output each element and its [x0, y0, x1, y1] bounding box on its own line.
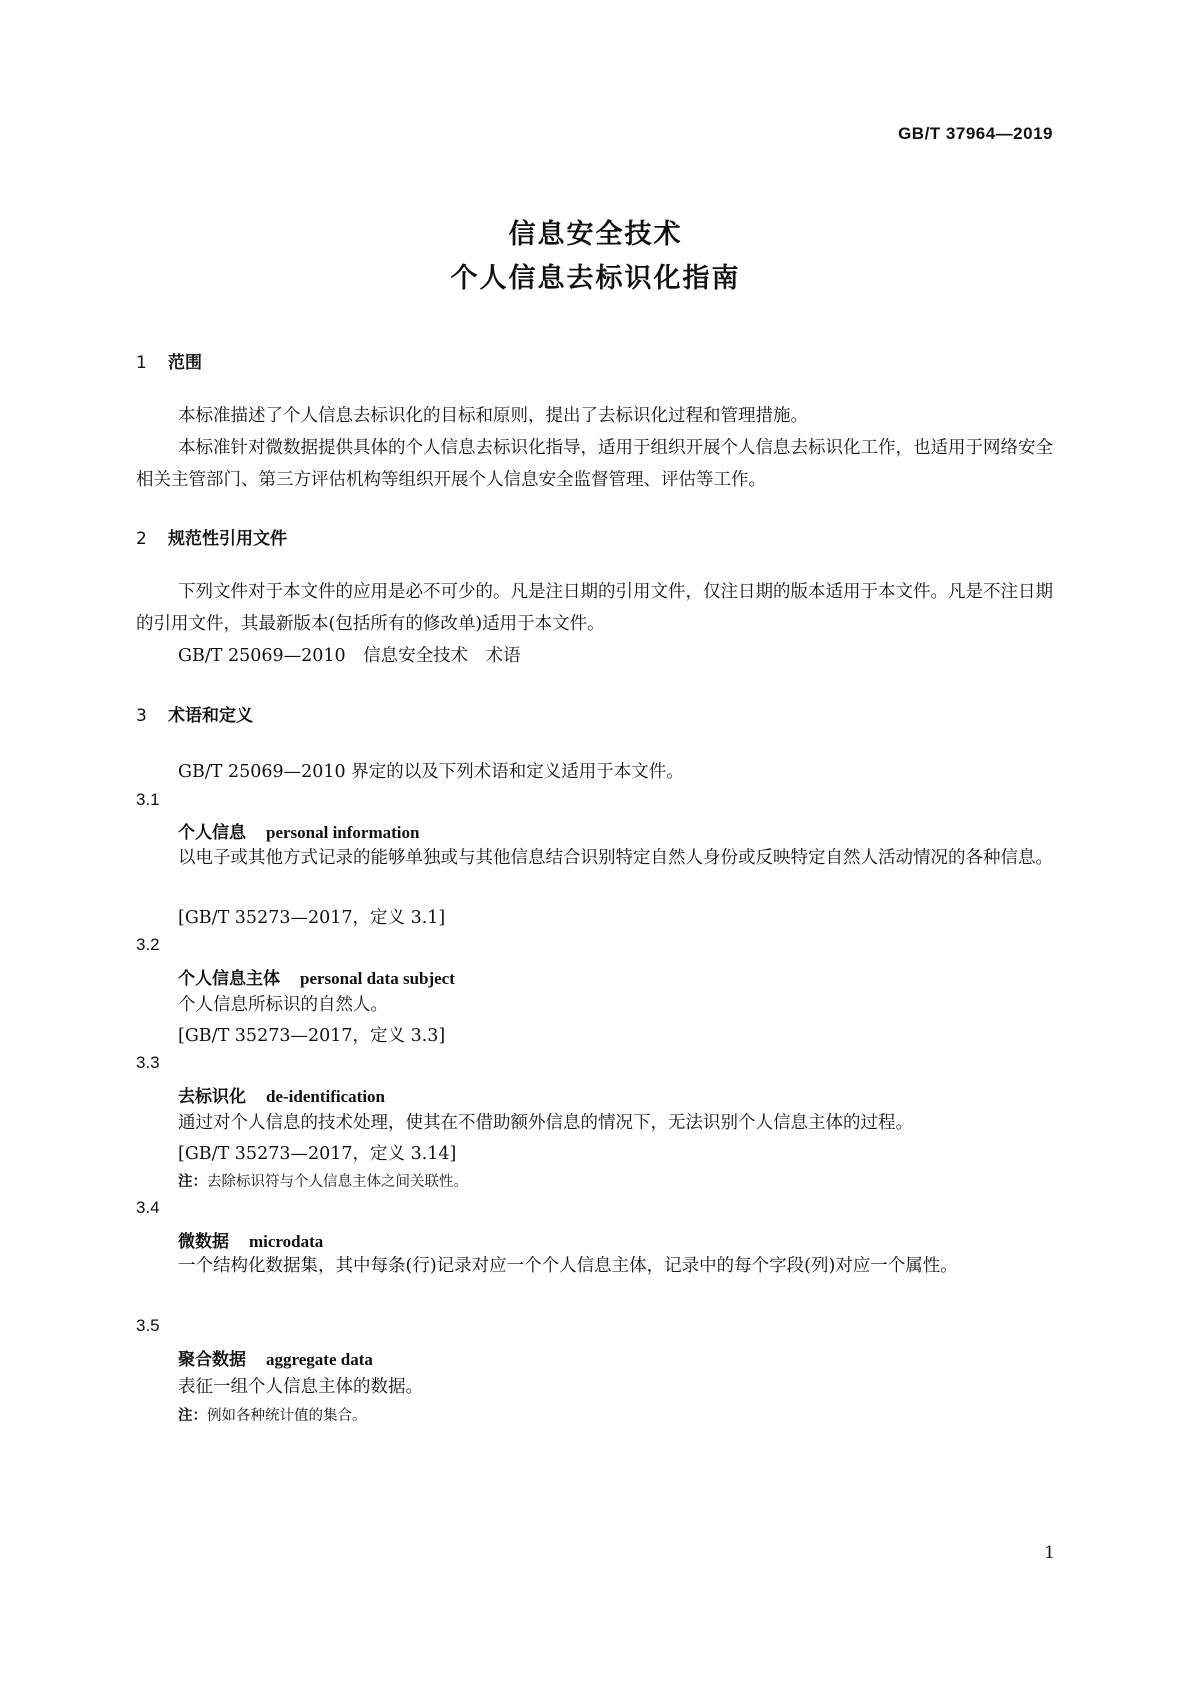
term-source: [GB/T 35273—2017，定义 3.1] — [178, 908, 446, 928]
normative-reference: GB/T 25069—2010 信息安全技术 术语 — [178, 646, 521, 666]
term-number: 3.2 — [136, 935, 160, 954]
term-number: 3.4 — [136, 1198, 160, 1217]
term-number: 3.3 — [136, 1053, 160, 1072]
title-line-2: 个人信息去标识化指南 — [450, 263, 741, 294]
term-zh: 聚合数据 — [178, 1350, 246, 1370]
section-number: 3 — [136, 706, 147, 726]
section-3-heading — [136, 701, 253, 726]
term-heading — [178, 818, 419, 843]
section-1-paragraph-2: 本标准针对微数据提供具体的个人信息去标识化指导，适用于组织开展个人信息去标识化工作，也适用于网络安全相关主管部门、第三方评估机构等组织开展个人信息安全监督管理、评估等工作。 — [136, 438, 1053, 490]
section-2-paragraph-1: 下列文件对于本文件的应用是必不可少的。凡是注日期的引用文件，仅注日期的版本适用于本文件。凡是不注日期的引用文件，其最新版本(包括所有的修改单)适用于本文件。 — [136, 582, 1053, 634]
term-definition: 表征一组个人信息主体的数据。 — [178, 1377, 423, 1397]
section-3-intro: GB/T 25069—2010 界定的以及下列术语和定义适用于本文件。 — [178, 762, 684, 782]
section-title: 规范性引用文件 — [168, 529, 287, 549]
term-number: 3.1 — [136, 790, 160, 809]
term-source: [GB/T 35273—2017，定义 3.14] — [178, 1144, 457, 1164]
section-number: 1 — [136, 353, 147, 373]
note-label: 注： — [178, 1174, 207, 1190]
term-en: aggregate data — [266, 1350, 373, 1369]
term-heading — [178, 964, 455, 989]
title-line-1: 信息安全技术 — [508, 219, 683, 250]
section-title: 范围 — [168, 353, 202, 373]
term-zh: 个人信息 — [178, 823, 246, 843]
term-definition: 个人信息所标识的自然人。 — [178, 995, 388, 1015]
term-number: 3.5 — [136, 1316, 160, 1335]
term-zh: 微数据 — [178, 1232, 229, 1252]
section-number: 2 — [136, 529, 147, 549]
term-note — [178, 1170, 468, 1191]
term-heading — [178, 1227, 323, 1252]
term-en: personal data subject — [300, 969, 455, 988]
term-definition: 一个结构化数据集，其中每条(行)记录对应一个个人信息主体，记录中的每个字段(列)对应一个属性。 — [178, 1256, 958, 1276]
section-2-heading — [136, 524, 287, 549]
standard-code: GB/T 37964—2019 — [898, 124, 1053, 143]
term-heading — [178, 1345, 373, 1370]
term-source: [GB/T 35273—2017，定义 3.3] — [178, 1026, 446, 1046]
term-zh: 去标识化 — [178, 1087, 246, 1107]
term-definition: 以电子或其他方式记录的能够单独或与其他信息结合识别特定自然人身份或反映特定自然人活动情况的各种信息。 — [178, 848, 1053, 868]
term-zh: 个人信息主体 — [178, 969, 280, 989]
note-label: 注： — [178, 1408, 207, 1424]
term-definition: 通过对个人信息的技术处理，使其在不借助额外信息的情况下，无法识别个人信息主体的过程。 — [178, 1113, 913, 1133]
term-note — [178, 1404, 367, 1425]
note-text: 例如各种统计值的集合。 — [207, 1408, 367, 1424]
term-en: de-identification — [266, 1087, 385, 1106]
section-1-paragraph-1: 本标准描述了个人信息去标识化的目标和原则，提出了去标识化过程和管理措施。 — [178, 406, 808, 426]
term-en: microdata — [249, 1232, 324, 1251]
section-1-heading — [136, 348, 202, 373]
term-en: personal information — [266, 823, 420, 842]
section-title: 术语和定义 — [168, 706, 253, 726]
note-text: 去除标识符与个人信息主体之间关联性。 — [207, 1174, 468, 1190]
page-number: 1 — [1044, 1543, 1055, 1563]
term-heading — [178, 1082, 385, 1107]
